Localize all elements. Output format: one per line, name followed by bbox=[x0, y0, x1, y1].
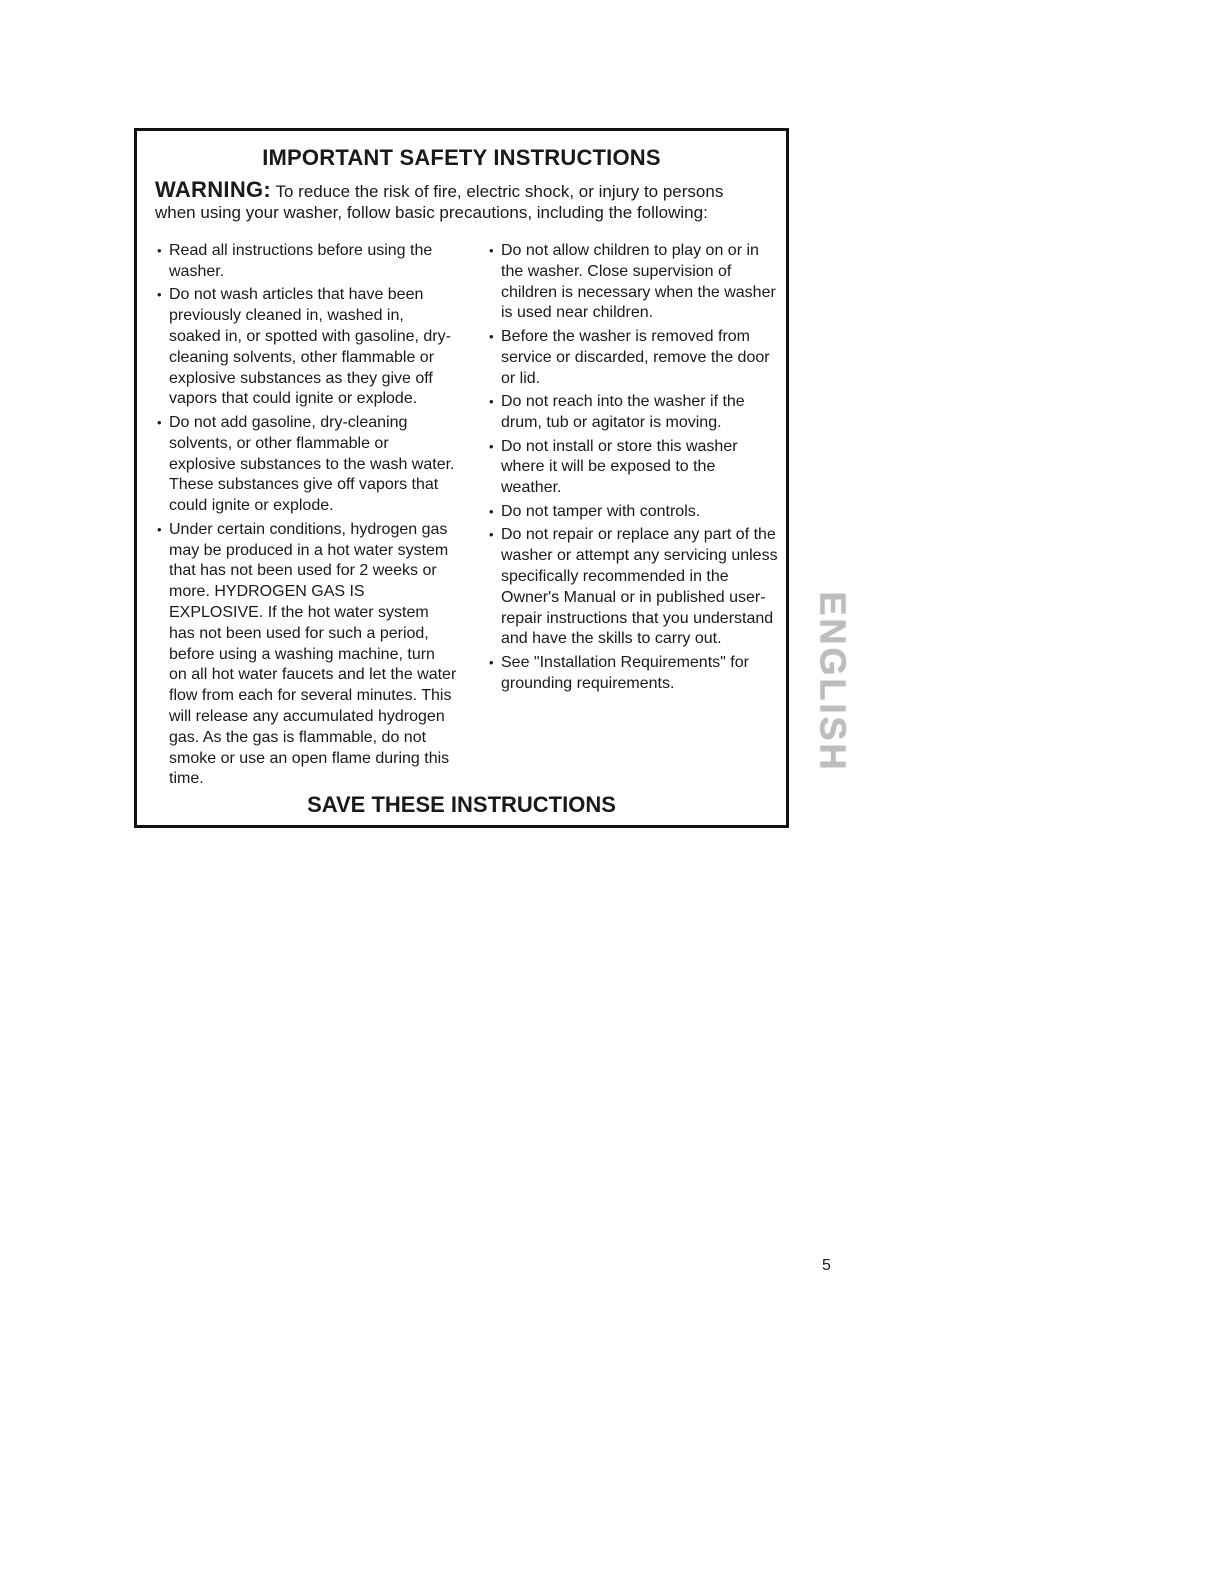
page-number: 5 bbox=[822, 1257, 831, 1274]
instruction-item: • Do not repair or replace any part of the washer or attempt any servicing unless specifically recommended in the Owner's Manual or in published user-repair instructions that you understand and have the skills to carry out. bbox=[489, 525, 779, 650]
language-tab-label: ENGLISH bbox=[812, 591, 854, 773]
language-side-tab bbox=[812, 590, 852, 774]
left-instructions-list bbox=[157, 241, 457, 793]
safety-title: IMPORTANT SAFETY INSTRUCTIONS bbox=[262, 145, 661, 170]
instruction-item: • See "Installation Requirements" for grounding requirements. bbox=[489, 653, 779, 695]
instruction-item: • Under certain conditions, hydrogen gas may be produced in a hot water system that has not been used for 2 weeks or more. HYDROGEN GAS IS EXPLOSIVE. If the hot water system has not been used for such a period, before using a washing machine, turn on all hot water faucets and let the water flow from each for several minutes. This will release any accumulated hydrogen gas. As the gas is flammable, do not smoke or use an open flame during this time. bbox=[157, 520, 457, 790]
instruction-item: • Read all instructions before using the washer. bbox=[157, 241, 457, 283]
warning-text: To reduce the risk of fire, electric shock, or injury to persons when using your washer, follow basic precautions, including the following: bbox=[155, 182, 724, 222]
instruction-item: • Do not wash articles that have been previously cleaned in, washed in, soaked in, or spotted with gasoline, dry-cleaning solvents, other flammable or explosive substances as they give off vapors that could ignite or explode. bbox=[157, 285, 457, 410]
warning-paragraph bbox=[155, 179, 766, 223]
instruction-item: • Do not install or store this washer where it will be exposed to the weather. bbox=[489, 437, 779, 499]
safety-instructions-box bbox=[134, 128, 789, 828]
save-instructions-footer: SAVE THESE INSTRUCTIONS bbox=[307, 792, 616, 817]
instruction-item: • Before the washer is removed from service or discarded, remove the door or lid. bbox=[489, 327, 779, 389]
right-instructions-list bbox=[489, 241, 779, 697]
instruction-item: • Do not add gasoline, dry-cleaning solvents, or other flammable or explosive substances to the wash water. These substances give off vapors that could ignite or explode. bbox=[157, 413, 457, 517]
instruction-item: • Do not allow children to play on or in the washer. Close supervision of children is necessary when the washer is used near children. bbox=[489, 241, 779, 324]
instruction-item: • Do not reach into the washer if the drum, tub or agitator is moving. bbox=[489, 392, 779, 434]
instruction-item: • Do not tamper with controls. bbox=[489, 502, 779, 523]
warning-label: WARNING: bbox=[155, 177, 272, 202]
